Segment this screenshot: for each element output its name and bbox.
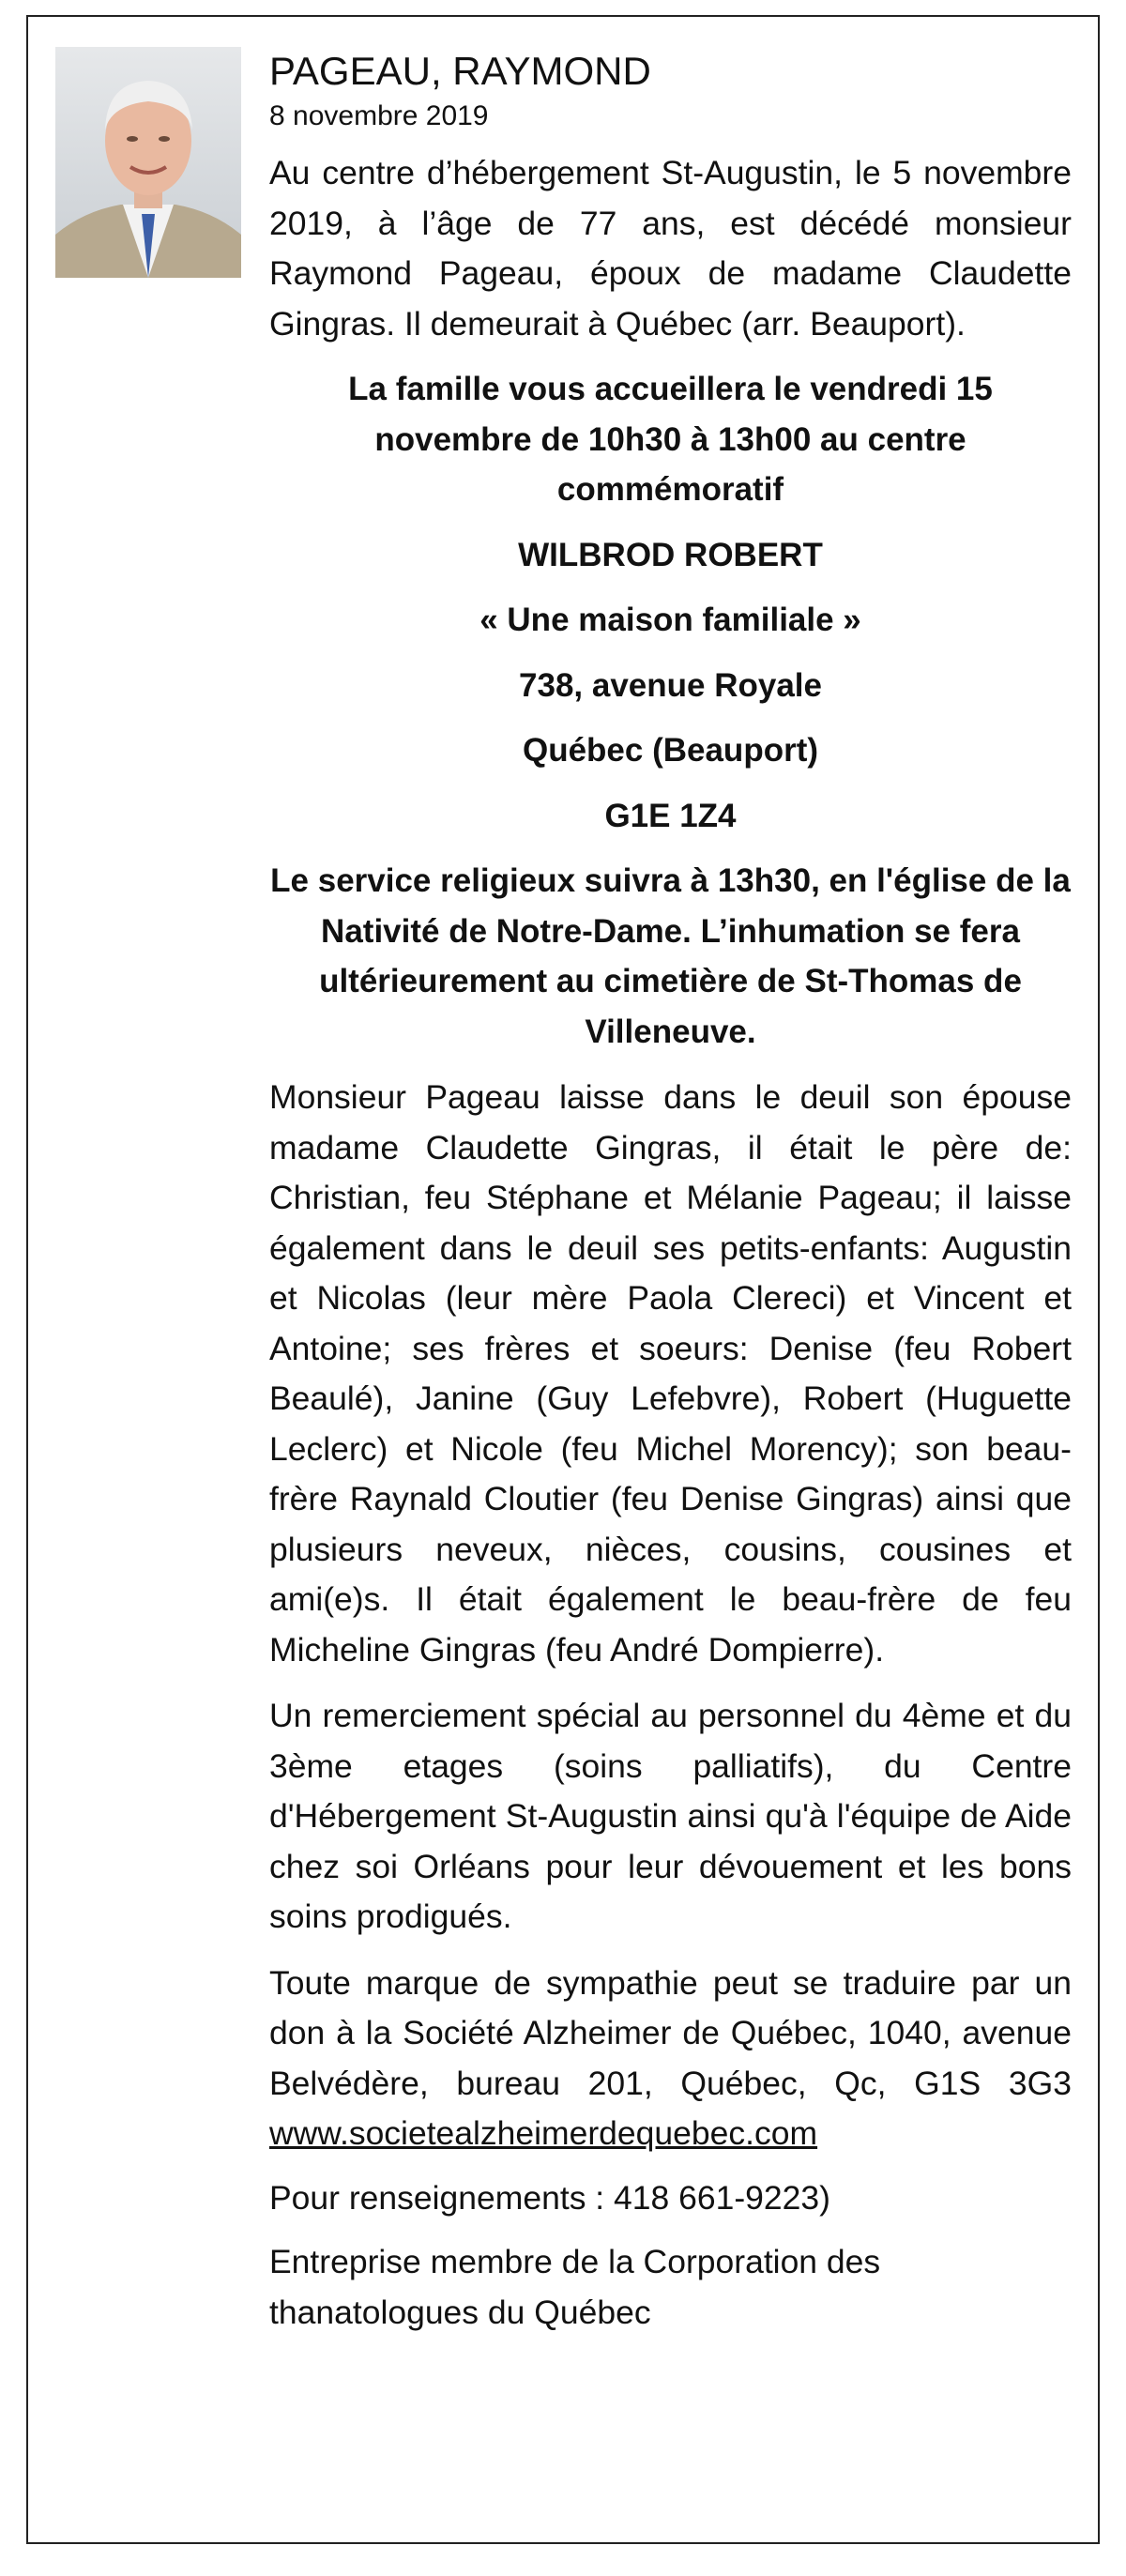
portrait-photo — [55, 47, 241, 278]
address-city: Québec (Beauport) — [522, 732, 819, 769]
donation-text: Toute marque de sympathie peut se traduire par un don à la Société Alzheimer de Québec, 1040, avenue Belvédère, bureau 201, Québec, Qc, G1S 3G3 — [269, 1963, 1072, 2102]
publication-date: 8 novembre 2019 — [269, 100, 489, 131]
funeral-home-tagline: « Une maison familiale » — [479, 602, 861, 638]
notice-content — [269, 45, 1072, 2338]
thanks-paragraph: Un remerciement spécial au personnel du 4ème et du 3ème etages (soins palliatifs), du Centre d'Hébergement St-Augustin ainsi qu'à l'équipe de Aide chez soi Orléans pour leur dévouement et les bons soins prodigués. — [269, 1697, 1072, 1935]
intro-paragraph: Au centre d’hébergement St-Augustin, le 5 novembre 2019, à l’âge de 77 ans, est décédé monsieur Raymond Pageau, époux de madame Claudette Gingras. Il demeurait à Québec (arr. Beauport). — [269, 154, 1072, 343]
donation-paragraph — [269, 1959, 1072, 2159]
address-postal-code: G1E 1Z4 — [604, 797, 737, 834]
funeral-home-name: WILBROD ROBERT — [518, 536, 823, 573]
service-paragraph: Le service religieux suivra à 13h30, en l'église de la Nativité de Notre-Dame. L’inhumation se fera ultérieurement au cimetière de St-Thomas de Villeneuve. — [270, 862, 1071, 1050]
deceased-name: PAGEAU, RAYMOND — [269, 49, 651, 93]
member-line: Entreprise membre de la Corporation des thanatologues du Québec — [269, 2243, 881, 2331]
survivors-paragraph: Monsieur Pageau laisse dans le deuil son épouse madame Claudette Gingras, il était le père de: Christian, feu Stéphane et Mélanie Pageau; il laisse également dans le deuil ses petits-enfants: Augustin et Nicolas (leur mère Paola Clereci) et Vincent et Antoine; ses frères et soeurs: Denise (feu Robert Beaulé), Janine (Guy Lefebvre), Robert (Huguette Leclerc) et Nicole (feu Michel Morency); son beau-frère Raynald Cloutier (feu Denise Gingras) ainsi que plusieurs neveux, nièces, cousins, cousines et ami(e)s. Il était également le beau-frère de feu Micheline Gingras (feu André Dompierre). — [269, 1078, 1072, 1669]
address-street: 738, avenue Royale — [519, 666, 822, 704]
donation-link[interactable]: www.societealzheimerdequebec.com — [269, 2114, 818, 2152]
info-line: Pour renseignements : 418 661-9223) — [269, 2178, 830, 2217]
visitation-paragraph: La famille vous accueillera le vendredi 15 novembre de 10h30 à 13h00 au centre commémoratif — [348, 371, 993, 508]
